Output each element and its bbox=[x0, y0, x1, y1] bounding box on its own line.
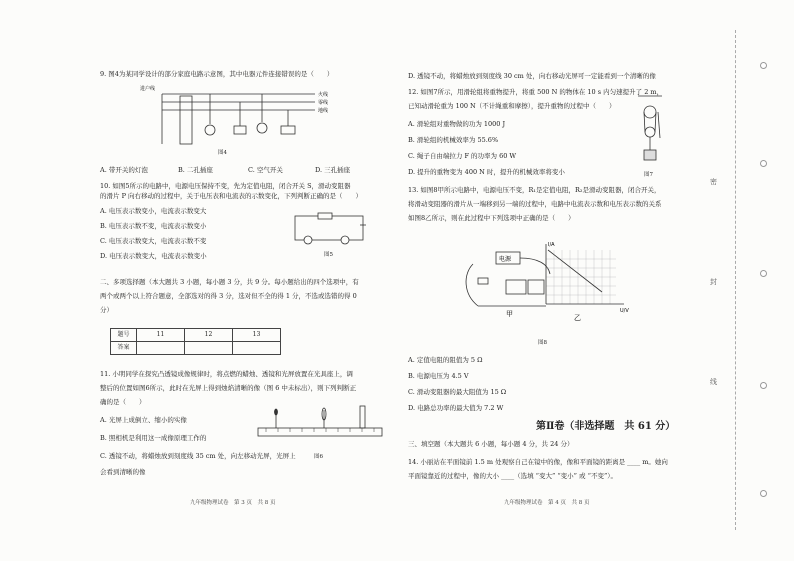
q13-option-d: D. 电路总功率的最大值为 7.2 W bbox=[408, 404, 504, 412]
q10-option-d: D. 电压表示数变大，电流表示数变小 bbox=[100, 252, 207, 260]
q12-stem-line2: 已知动滑轮重为 100 N（不计绳重和摩擦），提升重物的过程中（ ） bbox=[408, 102, 616, 110]
fig8-yi-graph bbox=[536, 240, 636, 324]
q13-option-c: C. 滑动变阻器的最大阻值为 15 Ω bbox=[408, 388, 507, 396]
q9-option-c: C. 空气开关 bbox=[248, 166, 283, 174]
binding-label-xian: 线 bbox=[710, 378, 717, 386]
fig4-house-circuit bbox=[140, 84, 340, 156]
q12-option-a: A. 滑轮组对重物做的功为 1000 J bbox=[408, 120, 506, 128]
table-cell-number: 12 bbox=[185, 329, 233, 342]
fig8-source-label: 电源 bbox=[499, 256, 512, 263]
q10-stem-line2: 的滑片 P 向右移动的过程中，关于电压表和电流表的示数变化，下列判断正确的是（ ） bbox=[100, 192, 363, 200]
part2-title: 第Ⅱ卷（非选择题 共 61 分） bbox=[536, 421, 676, 432]
fig5-circuit bbox=[290, 210, 370, 250]
punch-hole bbox=[760, 270, 767, 277]
q11-stem-line2: 整后的位置如图6所示，此时在光屏上得到烛焰清晰的像（图 6 中未标出），则下列判断正 bbox=[100, 384, 357, 392]
fig4-label-live: 火线 bbox=[318, 92, 329, 98]
answer-table bbox=[110, 328, 281, 355]
punch-hole bbox=[760, 62, 767, 69]
q9-option-b: B. 二孔插座 bbox=[178, 166, 213, 174]
fig6-optical-bench bbox=[256, 402, 386, 442]
q10-option-b: B. 电压表示数不变，电流表示数变小 bbox=[100, 222, 207, 230]
fig4-label-neutral: 零线 bbox=[318, 100, 329, 106]
table-row bbox=[111, 329, 281, 342]
q9-option-a: A. 带开关的灯泡 bbox=[100, 166, 148, 174]
binding-label-feng: 封 bbox=[710, 278, 717, 286]
q9-stem: 9. 图4为某同学设计的部分家庭电路示意图，其中电器元件连接错误的是（ ） bbox=[100, 70, 334, 78]
multi-title: 二、多项选择题（本大题共 3 小题，每小题 3 分，共 9 分。每小题给出的四个选项中，有 bbox=[100, 278, 359, 286]
q9-option-d: D. 三孔插座 bbox=[315, 166, 351, 174]
q11-option-c-cont: 会看到清晰的像 bbox=[100, 468, 146, 476]
table-row bbox=[111, 342, 281, 355]
q11-option-c: C. 透镜不动，将蜡烛放到刻度线 35 cm 处，向左移动光屏，光屏上 bbox=[100, 452, 296, 460]
fig8-yi-label: 乙 bbox=[574, 314, 581, 322]
q12-stem-line1: 12. 如图7所示，用滑轮组将重物提升，将重 500 N 的物体在 10 s 内匀速提升了 2 m， bbox=[408, 88, 664, 96]
fig6-caption: 图6 bbox=[314, 454, 323, 460]
q10-option-c: C. 电压表示数变大，电流表示数不变 bbox=[100, 237, 207, 245]
q11-option-b: B. 照相机是利用这一成像原理工作的 bbox=[100, 434, 207, 442]
punch-hole bbox=[760, 490, 767, 497]
q12-option-b: B. 滑轮组的机械效率为 55.6% bbox=[408, 136, 499, 144]
q11-stem-line3: 确的是（ ） bbox=[100, 398, 146, 406]
answer-cell[interactable] bbox=[233, 342, 281, 355]
multi-desc-line2: 分） bbox=[100, 306, 113, 314]
q14-stem-line2: 平面镜靠近的过程中，像的大小 ____（选填 “变大” “变小” 或 “不变”）。 bbox=[408, 472, 618, 480]
answer-cell[interactable] bbox=[137, 342, 185, 355]
table-cell-number: 13 bbox=[233, 329, 281, 342]
fig5-caption: 图5 bbox=[324, 252, 333, 258]
fig4-label-ground: 地线 bbox=[318, 108, 329, 114]
punch-hole bbox=[760, 382, 767, 389]
fig8-jia-label: 甲 bbox=[506, 310, 513, 318]
answer-cell[interactable] bbox=[185, 342, 233, 355]
q10-option-a: A. 电压表示数变小，电流表示数变大 bbox=[100, 207, 207, 215]
punch-hole bbox=[760, 160, 767, 167]
q11-stem-line1: 11. 小明同学在探究凸透镜成像规律时，将点燃的蜡烛、透镜和光屏放置在光具座上，调 bbox=[100, 370, 353, 378]
q12-option-c: C. 绳子自由端拉力 F 的功率为 60 W bbox=[408, 152, 517, 160]
multi-desc-line1: 两个或两个以上符合题意，全部选对的得 3 分，选对但不全的得 1 分，不选或选错的得 0 bbox=[100, 292, 357, 300]
fig8-caption: 图8 bbox=[538, 340, 547, 346]
q13-option-b: B. 电源电压为 4.5 V bbox=[408, 372, 469, 380]
q13-option-a: A. 定值电阻的阻值为 5 Ω bbox=[408, 356, 483, 364]
fig7-caption: 图7 bbox=[644, 172, 653, 178]
fill-section-title: 三、填空题（本大题共 6 小题，每小题 4 分，共 24 分） bbox=[408, 440, 574, 448]
left-footer: 九年级物理试卷 第 3 页 共 8 页 bbox=[190, 500, 276, 506]
q12-option-d: D. 提升的重物变为 400 N 时，提升的机械效率将变小 bbox=[408, 168, 565, 176]
table-cell-number: 11 bbox=[137, 329, 185, 342]
fig7-pulley bbox=[638, 94, 662, 168]
fig8-y-axis-label: I/A bbox=[548, 242, 555, 248]
fig4-label-entry: 进户线 bbox=[140, 86, 156, 92]
table-answer-label: 答案 bbox=[111, 342, 137, 355]
fig8-x-axis-label: U/V bbox=[620, 308, 629, 314]
q11-option-d: D. 透镜不动，将蜡烛放到刻度线 30 cm 处，向右移动光屏可一定能看到一个清晰的像 bbox=[408, 72, 656, 80]
q11-option-a: A. 光屏上成倒立、缩小的实像 bbox=[100, 416, 187, 424]
q13-stem-line1: 13. 如图8甲所示电路中，电源电压不变，R₁是定值电阻，R₂是滑动变阻器，闭合开关， bbox=[408, 186, 661, 194]
q14-stem-line1: 14. 小丽站在平面镜前 1.5 m 处观察自己在镜中的像，像和平面镜的距离是 ____ m。她向 bbox=[408, 458, 668, 466]
fig4-caption: 图4 bbox=[218, 150, 227, 156]
q13-stem-line3: 如图8乙所示，则在此过程中下列选项中正确的是（ ） bbox=[408, 214, 575, 222]
q13-stem-line2: 将滑动变阻器的滑片从一端移到另一端的过程中，电路中电流表示数和电压表示数的关系 bbox=[408, 200, 662, 208]
right-footer: 九年级物理试卷 第 4 页 共 8 页 bbox=[504, 500, 590, 506]
q10-stem-line1: 10. 如图5所示的电路中，电源电压保持不变，先为定值电阻，闭合开关 S，滑动变阻器 bbox=[100, 182, 351, 190]
binding-line bbox=[735, 30, 736, 530]
table-header-label: 题号 bbox=[111, 329, 137, 342]
binding-label-mi: 密 bbox=[710, 178, 717, 186]
